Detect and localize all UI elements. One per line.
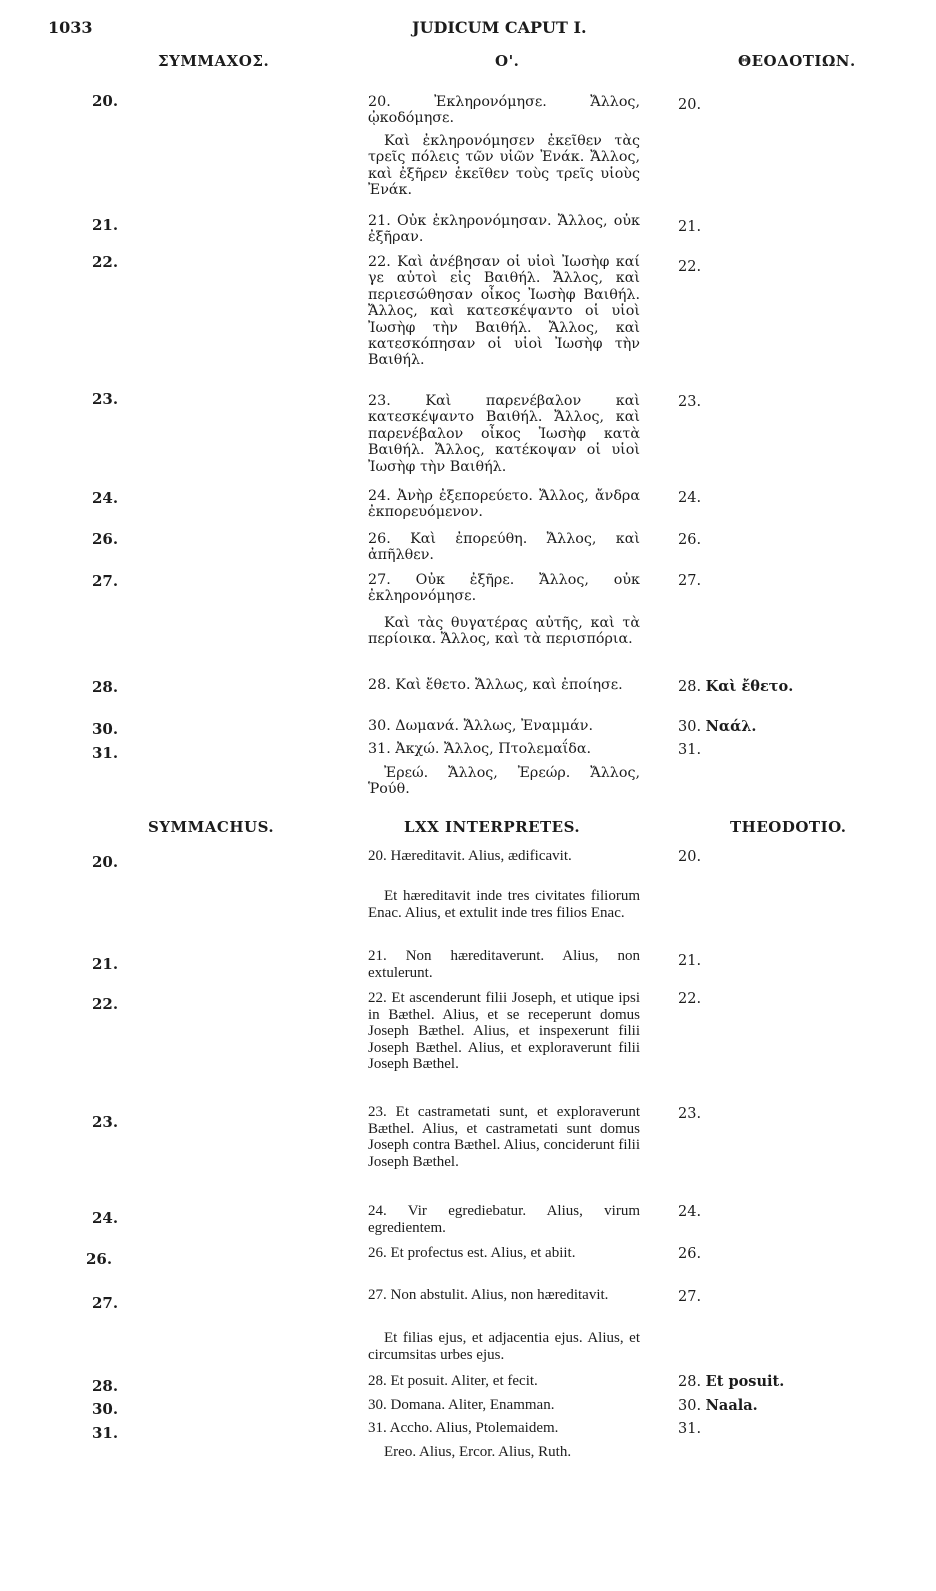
greek-right-entry: 28. Καὶ ἔθετο. [678, 678, 794, 695]
greek-right-entry: 27. [678, 573, 702, 589]
latin-text-block: Et filias ejus, et adjacentia ejus. Alius, et circumsitas urbes ejus. [368, 1330, 640, 1363]
latin-text-block: 26. Et profectus est. Alius, et abiit. [368, 1245, 576, 1261]
latin-text-block: Ereo. Alius, Ercor. Alius, Ruth. [384, 1444, 572, 1460]
latin-text-block: 31. Accho. Alius, Ptolemaidem. [368, 1420, 559, 1436]
latin-right-entry: 30. Naala. [678, 1397, 758, 1414]
latin-left-number: 28. [92, 1377, 119, 1395]
latin-left-number: 24. [92, 1209, 119, 1227]
latin-left-number: 22. [92, 995, 119, 1013]
greek-text-block: 21. Οὐκ ἐκληρονόμησαν. Ἄλλος, οὐκ ἐξῆραν. [368, 213, 640, 246]
greek-text-block: 22. Καὶ ἀνέβησαν οἱ υἱοὶ Ἰωσὴφ καί γε αὐτοὶ εἰς Βαιθήλ. Ἄλλος, καὶ περιεσώθησαν οἶκος Ἰωσὴφ Βαιθήλ. Ἄλλος, καὶ κατεσκέψαντο οἱ υἱοὶ Ἰωσὴφ τὴν Βαιθήλ. Ἄλλος, καὶ κατεσκόπησαν οἱ υἱοὶ Ἰωσὴφ τὴν Βαιθήλ. [368, 254, 640, 369]
latin-right-entry: 22. [678, 991, 702, 1007]
latin-right-entry: 27. [678, 1289, 702, 1305]
latin-text-block: Et hæreditavit inde tres civitates filiorum Enac. Alius, et extulit inde tres filios Enac. [368, 888, 640, 921]
page-number: 1033 [48, 18, 93, 37]
greek-text-block: 27. Οὐκ ἐξῆρε. Ἄλλος, οὐκ ἐκληρονόμησε. [368, 572, 640, 605]
latin-center-column-heading: LXX INTERPRETES. [404, 818, 581, 836]
greek-right-column-heading: ΘΕΟΔΟΤΙΩΝ. [738, 52, 856, 70]
latin-text-block: 22. Et ascenderunt filii Joseph, et utique ipsi in Bæthel. Alius, et se receperunt domus Joseph Bæthel. Alius, et inspexerunt filii Joseph Bæthel. Alius, et exploraverunt filii Joseph Bæthel. [368, 990, 640, 1073]
latin-text-block: 28. Et posuit. Aliter, et fecit. [368, 1373, 538, 1389]
greek-left-number: 26. [92, 530, 119, 548]
greek-right-entry: 26. [678, 532, 702, 548]
latin-left-number: 31. [92, 1424, 119, 1442]
latin-left-number: 20. [92, 853, 119, 871]
greek-left-number: 21. [92, 216, 119, 234]
greek-text-block: Ἐρεώ. Ἄλλος, Ἐρεώρ. Ἄλλος, Ῥούθ. [368, 765, 640, 798]
greek-left-number: 23. [92, 390, 119, 408]
latin-right-entry: 20. [678, 849, 702, 865]
greek-text-block: 30. Δωμανά. Ἄλλως, Ἐναμμάν. [368, 718, 594, 734]
greek-left-number: 31. [92, 744, 119, 762]
greek-right-entry: 30. Ναάλ. [678, 718, 757, 735]
latin-right-column-heading: THEODOTIO. [730, 818, 847, 836]
greek-text-block: 28. Καὶ ἔθετο. Ἄλλως, καὶ ἐποίησε. [368, 677, 623, 693]
latin-text-block: 30. Domana. Aliter, Enamman. [368, 1397, 555, 1413]
latin-text-block: 23. Et castrametati sunt, et exploraverunt Bæthel. Alius, et castrametati sunt domus Joseph contra Bæthel. Alius, conciderunt filii Joseph Bæthel. [368, 1104, 640, 1170]
latin-text-block: 27. Non abstulit. Alius, non hæreditavit. [368, 1287, 609, 1303]
greek-text-block: 23. Καὶ παρενέβαλον καὶ κατεσκέψαντο Βαιθήλ. Ἄλλος, καὶ παρενέβαλον οἶκος Ἰωσὴφ κατὰ Βαιθήλ. Ἄλλος, κατέκοψαν οἱ υἱοὶ Ἰωσὴφ τὴν Βαιθήλ. [368, 393, 640, 475]
greek-text-block: Καὶ ἐκληρονόμησεν ἐκεῖθεν τὰς τρεῖς πόλεις τῶν υἱῶν Ἐνάκ. Ἄλλος, καὶ ἐξῆρεν ἐκεῖθεν τοὺς τρεῖς υἱοὺς Ἐνάκ. [368, 133, 640, 199]
greek-left-number: 22. [92, 253, 119, 271]
greek-left-number: 28. [92, 678, 119, 696]
greek-text-block: 31. Ἀκχώ. Ἄλλος, Πτολεμαΐδα. [368, 741, 592, 757]
latin-left-number: 27. [92, 1294, 119, 1312]
greek-right-entry: 24. [678, 490, 702, 506]
greek-left-column-heading: ΣΥΜΜΑΧΟΣ. [158, 52, 270, 70]
latin-left-number: 26. [86, 1250, 113, 1268]
greek-right-entry: 20. [678, 97, 702, 113]
greek-right-entry: 21. [678, 219, 702, 235]
latin-right-entry: 21. [678, 953, 702, 969]
greek-center-column-heading: Ο'. [495, 52, 520, 70]
page-title: JUDICUM CAPUT I. [412, 18, 587, 37]
greek-text-block: 20. Ἐκληρονόμησε. Ἄλλος, ᾠκοδόμησε. [368, 94, 640, 127]
latin-right-entry: 28. Et posuit. [678, 1373, 785, 1390]
latin-right-entry: 26. [678, 1246, 702, 1262]
greek-right-entry: 23. [678, 394, 702, 410]
greek-right-entry: 22. [678, 259, 702, 275]
greek-text-block: 24. Ἀνὴρ ἐξεπορεύετο. Ἄλλος, ἄνδρα ἐκπορευόμενον. [368, 488, 640, 521]
greek-right-entry: 31. [678, 742, 702, 758]
latin-right-entry: 31. [678, 1421, 702, 1437]
greek-text-block: Καὶ τὰς θυγατέρας αὐτῆς, καὶ τὰ περίοικα. Ἄλλος, καὶ τὰ περισπόρια. [368, 615, 640, 648]
greek-left-number: 24. [92, 489, 119, 507]
greek-left-number: 20. [92, 92, 119, 110]
latin-text-block: 20. Hæreditavit. Alius, ædificavit. [368, 848, 572, 864]
greek-left-number: 27. [92, 572, 119, 590]
greek-left-number: 30. [92, 720, 119, 738]
latin-left-number: 21. [92, 955, 119, 973]
latin-right-entry: 23. [678, 1106, 702, 1122]
latin-text-block: 21. Non hæreditaverunt. Alius, non extulerunt. [368, 948, 640, 981]
latin-right-entry: 24. [678, 1204, 702, 1220]
latin-left-number: 30. [92, 1400, 119, 1418]
latin-left-number: 23. [92, 1113, 119, 1131]
latin-text-block: 24. Vir egrediebatur. Alius, virum egredientem. [368, 1203, 640, 1236]
greek-text-block: 26. Καὶ ἐπορεύθη. Ἄλλος, καὶ ἀπῆλθεν. [368, 531, 640, 564]
latin-left-column-heading: SYMMACHUS. [148, 818, 275, 836]
